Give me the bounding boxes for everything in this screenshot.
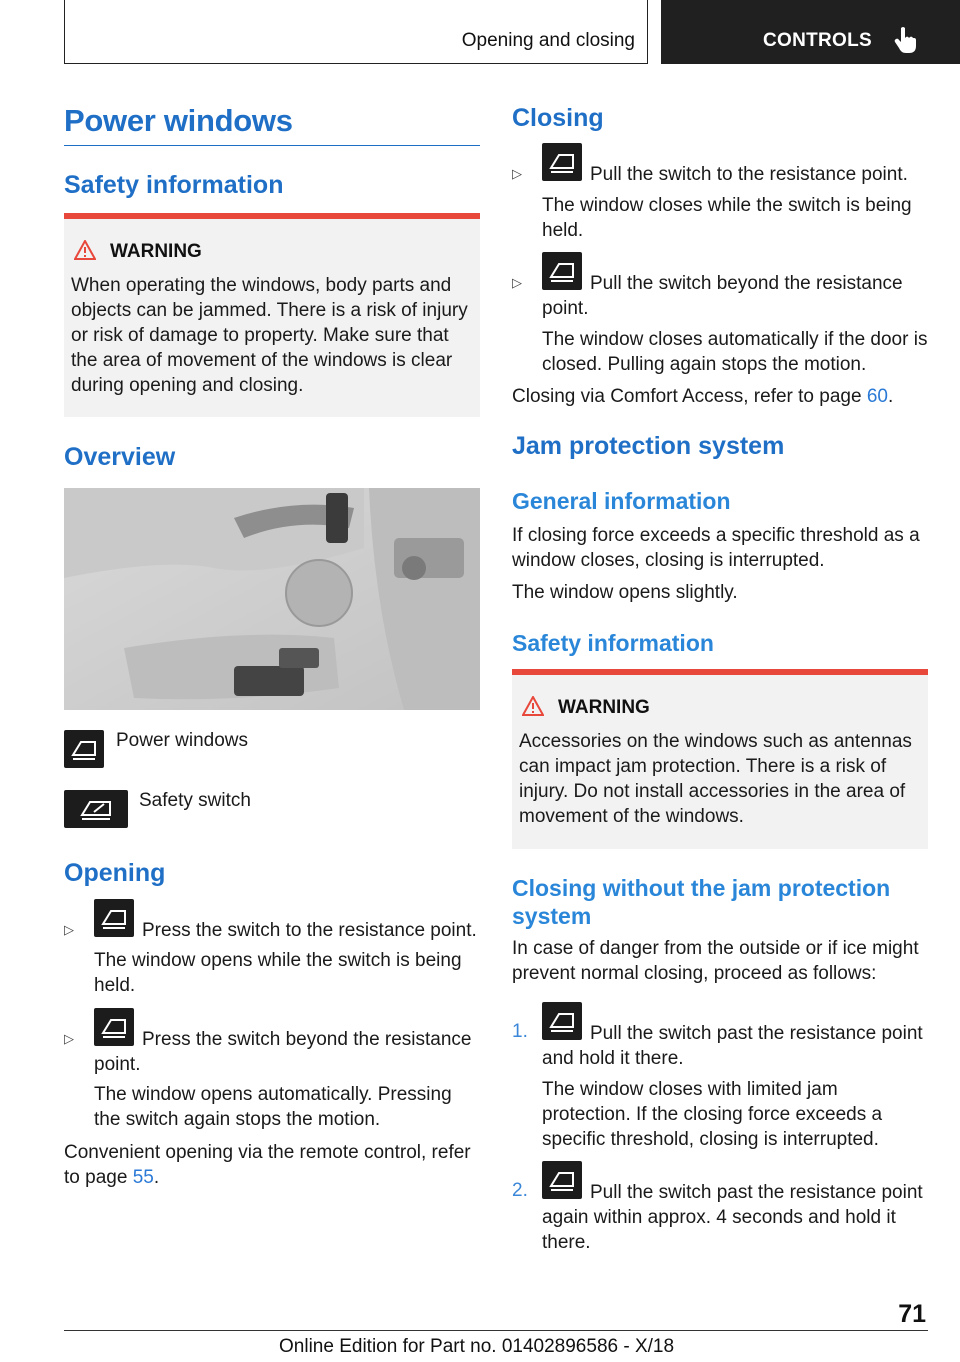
- step-number: 1.: [512, 1021, 528, 1042]
- step-result: The window closes while the switch is being held.: [542, 195, 912, 241]
- step-instruction: Press the switch to the resistance point.: [142, 920, 477, 941]
- warning-label: WARNING: [110, 241, 202, 262]
- bullet-arrow-icon: ▷: [64, 922, 74, 937]
- opening-note: Convenient opening via the remote control, refer to page 55.: [64, 1142, 471, 1188]
- page-link[interactable]: 60: [866, 386, 888, 407]
- step-result: The window opens while the switch is being held.: [94, 950, 462, 996]
- warning-box: [64, 213, 480, 417]
- power-window-switch-icon: [542, 143, 582, 181]
- bullet-arrow-icon: ▷: [512, 275, 522, 290]
- legend-label: Safety switch: [139, 790, 251, 811]
- without-jam-heading: Closing without the jam protection system: [512, 875, 891, 929]
- step-instruction: Pull the switch past the resistance point again within approx. 4 seconds and hold it there.: [542, 1182, 923, 1253]
- page-title: Power windows: [64, 103, 293, 138]
- warning-icon: [74, 240, 96, 260]
- safety-switch-icon: [64, 790, 128, 828]
- header-section-title: Opening and closing: [461, 30, 635, 51]
- header-chapter-title: CONTROLS: [763, 30, 873, 51]
- without-jam-text: In case of danger from the outside or if ice might prevent normal closing, proceed as follows:: [512, 938, 919, 984]
- header-chapter-box: [661, 0, 960, 64]
- step-result: The window closes with limited jam protection. If the closing force exceeds a specific threshold, closing is interrupted.: [542, 1079, 883, 1150]
- power-window-switch-icon: [64, 730, 104, 768]
- closing-heading: Closing: [512, 104, 604, 132]
- page-link[interactable]: 55: [132, 1167, 154, 1188]
- step-instruction: Pull the switch beyond the resistance point.: [542, 273, 903, 319]
- step-result: The window opens automatically. Pressing the switch again stops the motion.: [94, 1084, 452, 1130]
- power-window-switch-icon: [94, 899, 134, 937]
- title-rule: [64, 145, 480, 146]
- bullet-arrow-icon: ▷: [64, 1031, 74, 1046]
- general-text: If closing force exceeds a specific threshold as a window closes, closing is interrupted.: [512, 525, 920, 571]
- overview-heading: Overview: [64, 443, 176, 471]
- warning-text: Accessories on the windows such as antennas can impact jam protection. There is a risk of injury. Do not install accessories in the area of movement of the windows.: [519, 731, 912, 827]
- step-instruction: Press the switch beyond the resistance point.: [94, 1029, 472, 1075]
- safety-heading: Safety information: [64, 171, 284, 199]
- step-result: The window closes automatically if the door is closed. Pulling again stops the motion.: [542, 329, 928, 375]
- warning-icon: [522, 696, 544, 716]
- safety-heading: Safety information: [512, 630, 714, 656]
- general-text: The window opens slightly.: [512, 582, 738, 603]
- step-instruction: Pull the switch to the resistance point.: [590, 164, 908, 185]
- edition-line: Online Edition for Part no. 01402896586 - X/18: [279, 1336, 675, 1357]
- warning-box: [512, 669, 928, 849]
- footer-rule: [64, 1330, 928, 1331]
- bullet-arrow-icon: ▷: [512, 166, 522, 181]
- legend-label: Power windows: [116, 730, 248, 751]
- door-panel-photo: [64, 488, 480, 710]
- warning-text: When operating the windows, body parts and objects can be jammed. There is a risk of injury or risk of damage to property. Make sure that the area of movement of the windows is clear during opening and closing.: [71, 275, 468, 396]
- header-section-box: [64, 0, 648, 64]
- page-number: 71: [898, 1300, 926, 1328]
- warning-label: WARNING: [558, 697, 650, 718]
- closing-note: Closing via Comfort Access, refer to page 60.: [512, 386, 894, 407]
- jam-heading: Jam protection system: [512, 432, 785, 460]
- step-instruction: Pull the switch past the resistance point and hold it there.: [542, 1023, 923, 1069]
- opening-heading: Opening: [64, 859, 166, 887]
- general-heading: General information: [512, 488, 731, 514]
- step-number: 2.: [512, 1180, 528, 1201]
- hand-pointer-icon: [894, 26, 918, 54]
